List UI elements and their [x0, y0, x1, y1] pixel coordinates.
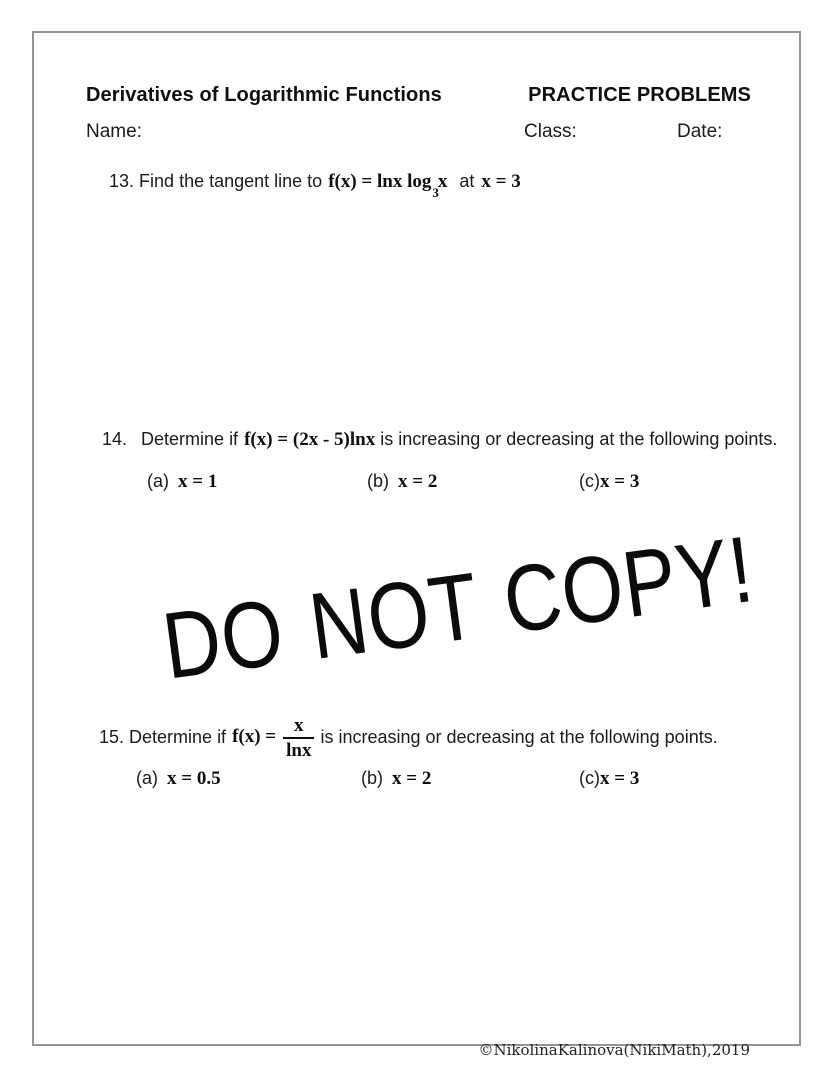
problem-13-function: f(x) = lnx $\log_3x$	[328, 171, 448, 200]
name-label: Name:	[86, 121, 142, 142]
fraction-denominator: lnx	[283, 737, 314, 762]
problem-15-part-c: (c)x = 3	[579, 768, 640, 789]
fraction-numerator: x	[294, 715, 304, 736]
problem-14-part-a: (a) x = 1	[147, 471, 218, 492]
problem-13-number: 13.	[109, 171, 135, 191]
problem-13-at-text: at	[459, 171, 475, 191]
problem-14-part-b: (b) x = 2	[367, 471, 438, 492]
date-label: Date:	[677, 121, 723, 142]
fraction	[283, 715, 314, 762]
copyright-text: ©NikolinaKalinova(NikiMath),2019	[478, 1041, 750, 1059]
problem-15-tail-text: is increasing or decreasing at the following points.	[320, 726, 718, 747]
worksheet-page-frame	[32, 31, 801, 1059]
problem-15-text: Determine if	[129, 726, 227, 747]
problem-14-function: f(x) = (2x - 5)lnx	[244, 429, 376, 450]
problem-14	[102, 429, 777, 451]
problem-15-part-b: (b) x = 2	[361, 768, 432, 789]
problem-14-tail-text: is increasing or decreasing at the following points.	[380, 429, 778, 449]
do-not-copy-watermark: DO NOT COPY!	[156, 515, 760, 699]
page-title: Derivatives of Logarithmic Functions	[86, 84, 442, 106]
practice-problems-label: PRACTICE PROBLEMS	[528, 84, 751, 106]
problem-13-text: Find the tangent line to	[139, 171, 323, 191]
log-base-subscript: 3	[432, 184, 439, 200]
problem-14-part-c: (c)x = 3	[579, 471, 640, 492]
problem-15-part-a: (a) x = 0.5	[136, 768, 221, 789]
problem-15-function-prefix: f(x) =	[232, 726, 277, 748]
problem-14-text: Determine if	[141, 429, 239, 449]
problem-15-number: 15.	[99, 726, 125, 747]
class-label: Class:	[524, 121, 577, 142]
problem-13	[109, 171, 521, 200]
problem-14-number: 14.	[102, 429, 128, 449]
header	[86, 84, 751, 107]
problem-15	[99, 715, 718, 762]
problem-13-point: x = 3	[481, 171, 521, 192]
